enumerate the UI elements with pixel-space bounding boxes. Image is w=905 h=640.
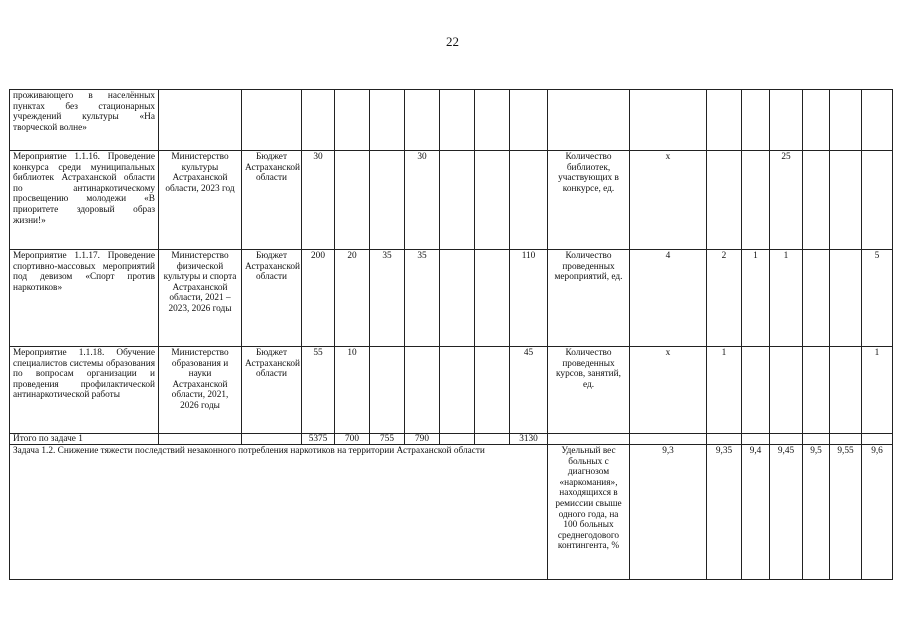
event-name: Мероприятие 1.1.16. Проведение конкурса среди муниципальных библиотек Астраханской области по антинаркотическому просвещению молодежи «В приоритете здоровый образ жизни!» [10,151,159,250]
funding-2021: 20 [335,250,370,347]
indicator-2023 [770,347,803,434]
indicator-2022: 9,4 [742,445,770,580]
funding-2023: 35 [405,250,440,347]
indicator-2024: 9,5 [803,445,830,580]
table-row [10,347,893,434]
executor-cell: Министерство физической культуры и спорта Астраханской области, 2021 – 2023, 2026 годы [159,250,242,347]
indicator-2025 [830,347,862,434]
indicator-base: 4 [630,250,707,347]
table-row [10,90,893,151]
funding-2025 [475,151,510,250]
funding-2021: 10 [335,347,370,434]
funding-2021 [335,151,370,250]
funding-source-cell: Бюджет Астраханской области [242,151,302,250]
indicator-base: x [630,151,707,250]
total-row [10,434,893,445]
indicator-cell: Количество проведенных курсов, занятий, ед. [548,347,630,434]
indicator-2022 [742,151,770,250]
funding-2022 [370,151,405,250]
funding-2024 [440,151,475,250]
total-2026: 3130 [510,434,548,445]
indicator-2022: 1 [742,250,770,347]
indicator-2023: 25 [770,151,803,250]
indicator-2021 [707,151,742,250]
funding-2026: 45 [510,347,548,434]
indicator-2023: 1 [770,250,803,347]
indicator-2025 [830,151,862,250]
executor-cell: Министерство культуры Астраханской области, 2023 год [159,151,242,250]
indicator-base: x [630,347,707,434]
funding-2025 [475,347,510,434]
program-table [9,89,893,580]
event-name: проживающего в населённых пунктах без стационарных учреждений культуры «На творческой волне» [10,90,159,151]
total-label: Итого по задаче 1 [10,434,159,445]
indicator-cell: Количество библиотек, участвующих в конкурсе, ед. [548,151,630,250]
funding-2023 [405,347,440,434]
event-name: Мероприятие 1.1.17. Проведение спортивно-массовых мероприятий под девизом «Спорт против наркотиков» [10,250,159,347]
indicator-2022 [742,347,770,434]
indicator-2021: 9,35 [707,445,742,580]
indicator-2021: 1 [707,347,742,434]
page-number: 22 [446,34,459,49]
event-name: Мероприятие 1.1.18. Обучение специалистов системы образования по вопросам организации и проведения профилактической антинаркотической работы [10,347,159,434]
funding-total: 30 [302,151,335,250]
executor-cell: Министерство образования и науки Астраханской области, 2021, 2026 годы [159,347,242,434]
total-2024 [440,434,475,445]
indicator-2024 [803,347,830,434]
task-row [10,445,893,580]
table-row [10,250,893,347]
funding-2025 [475,250,510,347]
funding-source-cell: Бюджет Астраханской области [242,250,302,347]
funding-total: 200 [302,250,335,347]
total-2025 [475,434,510,445]
indicator-2021: 2 [707,250,742,347]
funding-2026 [510,151,548,250]
indicator-2025: 9,55 [830,445,862,580]
funding-2022 [370,347,405,434]
indicator-2026 [862,151,893,250]
indicator-cell: Количество проведенных мероприятий, ед. [548,250,630,347]
task-title: Задача 1.2. Снижение тяжести последствий незаконного потребления наркотиков на территории Астраханской области [10,445,548,580]
indicator-2024 [803,151,830,250]
indicator-2024 [803,250,830,347]
funding-source-cell: Бюджет Астраханской области [242,347,302,434]
indicator-2026: 1 [862,347,893,434]
indicator-2026: 5 [862,250,893,347]
funding-total: 55 [302,347,335,434]
funding-2022: 35 [370,250,405,347]
indicator-2023: 9,45 [770,445,803,580]
total-2021: 700 [335,434,370,445]
indicator-cell: Удельный вес больных с диагнозом «наркомания», находящихся в ремиссии свыше одного года, на 100 больных среднегодового контингента, % [548,445,630,580]
funding-2024 [440,250,475,347]
funding-2024 [440,347,475,434]
indicator-2025 [830,250,862,347]
total-sum: 5375 [302,434,335,445]
table-row [10,151,893,250]
total-2022: 755 [370,434,405,445]
funding-2026: 110 [510,250,548,347]
indicator-base: 9,3 [630,445,707,580]
indicator-2026: 9,6 [862,445,893,580]
total-2023: 790 [405,434,440,445]
funding-2023: 30 [405,151,440,250]
